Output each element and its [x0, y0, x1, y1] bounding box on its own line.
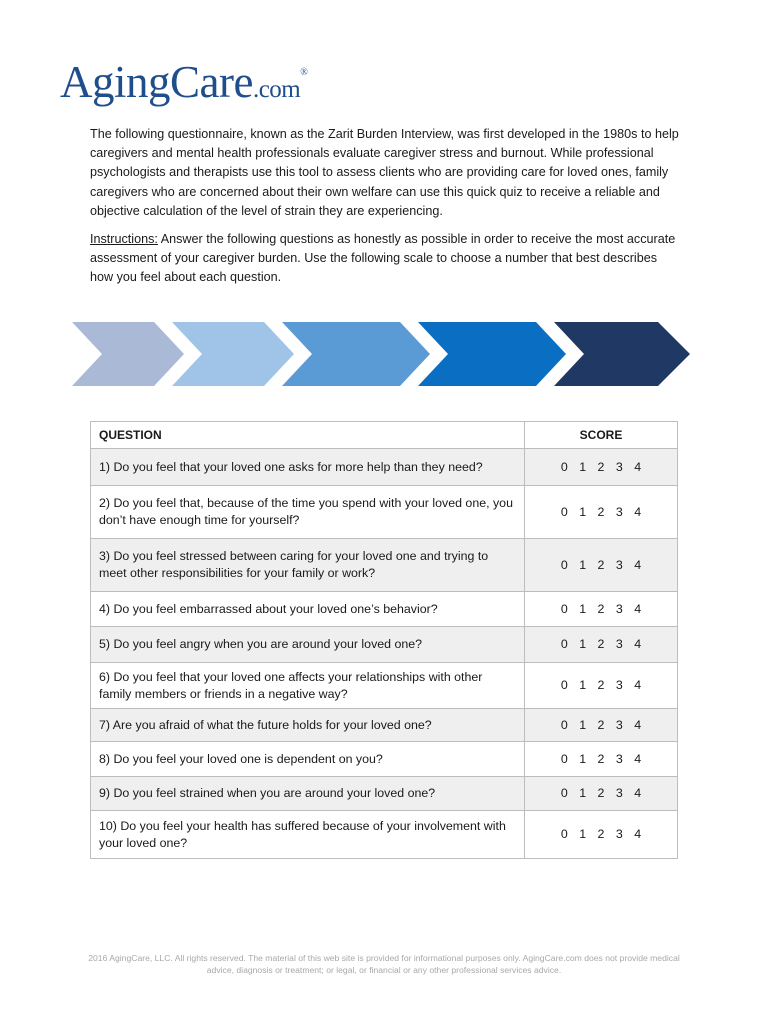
logo-suffix-text: .com — [252, 76, 301, 103]
question-text: 1) Do you feel that your loved one asks for more help than they need? — [91, 449, 525, 486]
table-row — [91, 449, 678, 486]
score-options[interactable]: 0 1 2 3 4 — [525, 592, 678, 627]
question-text: 5) Do you feel angry when you are around your loved one? — [91, 627, 525, 663]
table-row — [91, 811, 678, 859]
table-row — [91, 777, 678, 811]
question-text: 7) Are you afraid of what the future holds for your loved one? — [91, 709, 525, 742]
copyright-footer: 2016 AgingCare, LLC. All rights reserved. The material of this web site is provided for informational purposes only. AgingCare.com does not provide medical advice, diagnosis or treatment; or legal, or financial or any other professional services advice. — [88, 953, 680, 975]
score-options[interactable]: 0 1 2 3 4 — [525, 486, 678, 539]
logo-registered-mark: ® — [300, 67, 308, 78]
score-options[interactable]: 0 1 2 3 4 — [525, 742, 678, 777]
question-text: 9) Do you feel strained when you are around your loved one? — [91, 777, 525, 811]
table-row — [91, 592, 678, 627]
scale-arrow-1 — [172, 322, 294, 386]
score-options[interactable]: 0 1 2 3 4 — [525, 777, 678, 811]
table-header-row — [91, 422, 678, 449]
table-row — [91, 539, 678, 592]
table-row — [91, 709, 678, 742]
score-options[interactable]: 0 1 2 3 4 — [525, 811, 678, 859]
instructions-text: Answer the following questions as honestly as possible in order to receive the most accurate assessment of your caregiver burden. Use the following scale to choose a number that best describes how you feel about each question. — [90, 232, 676, 285]
table-row — [91, 486, 678, 539]
score-options[interactable]: 0 1 2 3 4 — [525, 663, 678, 709]
scale-arrow-3 — [418, 322, 566, 386]
score-options[interactable]: 0 1 2 3 4 — [525, 627, 678, 663]
question-text: 6) Do you feel that your loved one affects your relationships with other family members or friends in a negative way? — [91, 663, 525, 709]
question-text: 2) Do you feel that, because of the time you spend with your loved one, you don’t have enough time for yourself? — [91, 486, 525, 539]
question-text: 3) Do you feel stressed between caring for your loved one and trying to meet other responsibilities for your family or work? — [91, 539, 525, 592]
table-row — [91, 627, 678, 663]
intro-paragraph: The following questionnaire, known as the Zarit Burden Interview, was first developed in the 1980s to help caregivers and mental health professionals evaluate caregiver stress and burnout. While professional psychologists and therapists use this tool to assess clients who are providing care for loved ones, family caregivers who are concerned about their own welfare can use this quick quiz to receive a reliable and objective calculation of the level of strain they are experiencing. — [90, 127, 679, 218]
question-text: 10) Do you feel your health has suffered because of your involvement with your loved one? — [91, 811, 525, 859]
instructions-paragraph — [90, 230, 680, 288]
scale-arrow-0 — [72, 322, 184, 386]
score-column-header: SCORE — [525, 422, 678, 449]
score-options[interactable]: 0 1 2 3 4 — [525, 539, 678, 592]
scale-arrow-2 — [282, 322, 430, 386]
question-text: 8) Do you feel your loved one is dependent on you? — [91, 742, 525, 777]
scale-arrows — [70, 320, 692, 388]
question-text: 4) Do you feel embarrassed about your loved one’s behavior? — [91, 592, 525, 627]
scale-arrow-4 — [554, 322, 690, 386]
table-row — [91, 663, 678, 709]
logo-main-text: AgingCare — [60, 57, 253, 107]
instructions-label: Instructions: — [90, 232, 158, 247]
intro-section — [90, 125, 680, 288]
question-column-header: QUESTION — [91, 422, 525, 449]
burden-questionnaire-table — [90, 421, 678, 859]
score-options[interactable]: 0 1 2 3 4 — [525, 709, 678, 742]
agingcare-logo — [60, 56, 307, 108]
score-options[interactable]: 0 1 2 3 4 — [525, 449, 678, 486]
table-row — [91, 742, 678, 777]
